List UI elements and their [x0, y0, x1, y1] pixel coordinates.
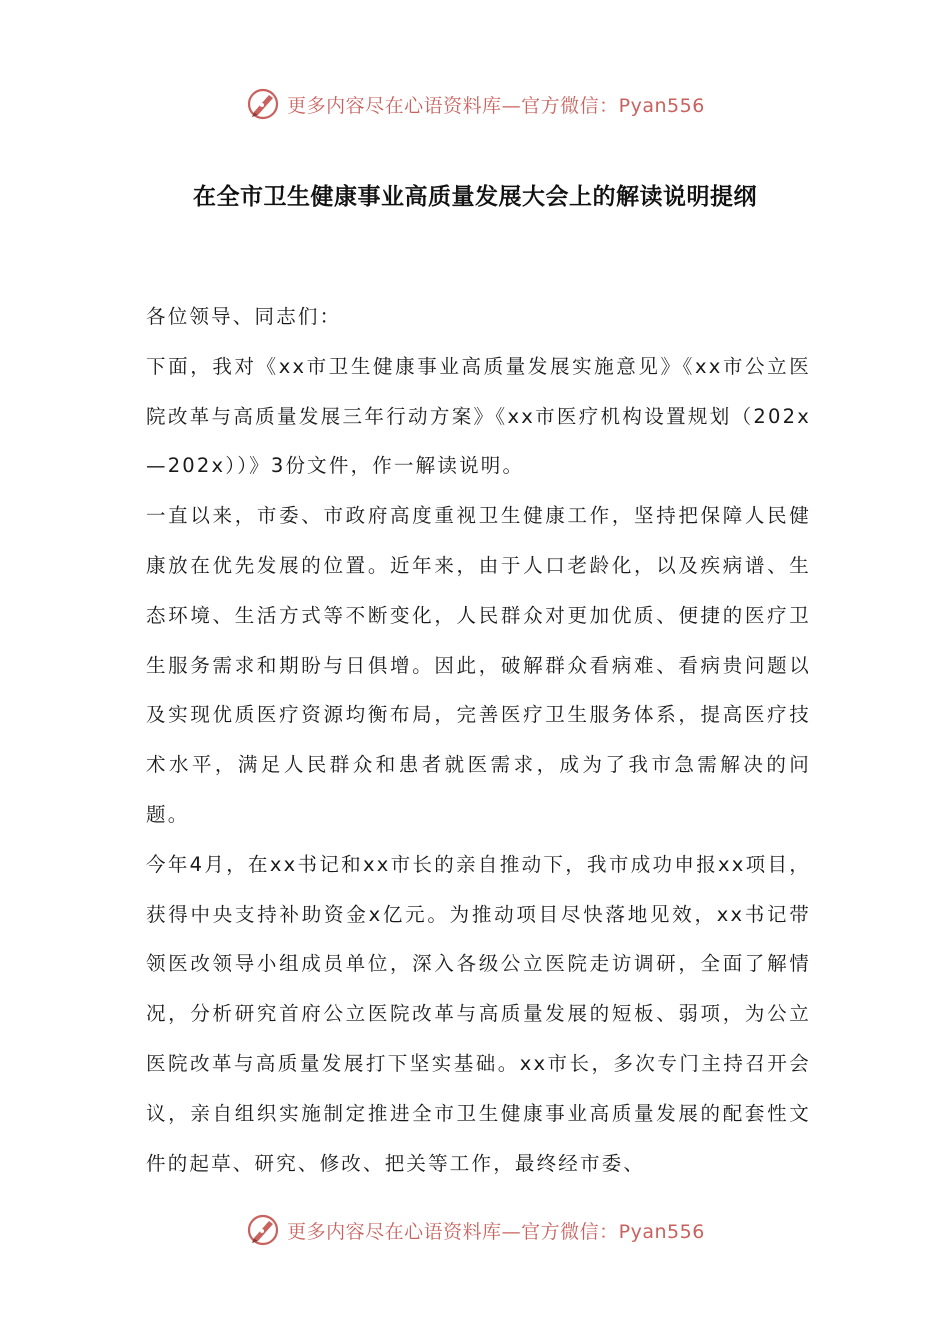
wechat-id: Pyan556 — [618, 94, 705, 117]
paragraph: 下面，我对《xx市卫生健康事业高质量发展实施意见》《xx市公立医院改革与高质量发展三年行动方案》《xx市医疗机构设置规划（202x—202x））》3份文件，作一解读说明。 — [146, 354, 811, 478]
footer-watermark — [0, 1210, 950, 1250]
paragraph-salutation: 各位领导、同志们： — [146, 305, 342, 328]
document-body — [146, 292, 811, 1188]
wechat-id: Pyan556 — [618, 1220, 705, 1243]
paragraph: 一直以来，市委、市政府高度重视卫生健康工作，坚持把保障人民健康放在优先发展的位置。近年来，由于人口老龄化，以及疾病谱、生态环境、生活方式等不断变化，人民群众对更加优质、便捷的医疗卫生服务需求和期盼与日俱增。因此，破解群众看病难、看病贵问题以及实现优质医疗资源均衡布局，完善医疗卫生服务体系，提高医疗技术水平，满足人民群众和患者就医需求，成为了我市急需解决的问题。 — [146, 504, 811, 826]
pen-logo-icon — [245, 86, 281, 122]
watermark-text: 更多内容尽在心语资料库—官方微信：Pyan556 — [287, 1220, 705, 1243]
header-watermark — [0, 84, 950, 124]
watermark-text: 更多内容尽在心语资料库—官方微信：Pyan556 — [287, 94, 705, 117]
pen-logo-icon — [245, 1212, 281, 1248]
document-title: 在全市卫生健康事业高质量发展大会上的解读说明提纲 — [193, 184, 757, 210]
paragraph: 今年4月，在xx书记和xx市长的亲自推动下，我市成功申报xx项目，获得中央支持补助资金x亿元。为推动项目尽快落地见效，xx书记带领医改领导小组成员单位，深入各级公立医院走访调研，全面了解情况，分析研究首府公立医院改革与高质量发展的短板、弱项，为公立医院改革与高质量发展打下坚实基础。xx市长，多次专门主持召开会议，亲自组织实施制定推进全市卫生健康事业高质量发展的配套性文件的起草、研究、修改、把关等工作，最终经市委、 — [146, 852, 811, 1175]
